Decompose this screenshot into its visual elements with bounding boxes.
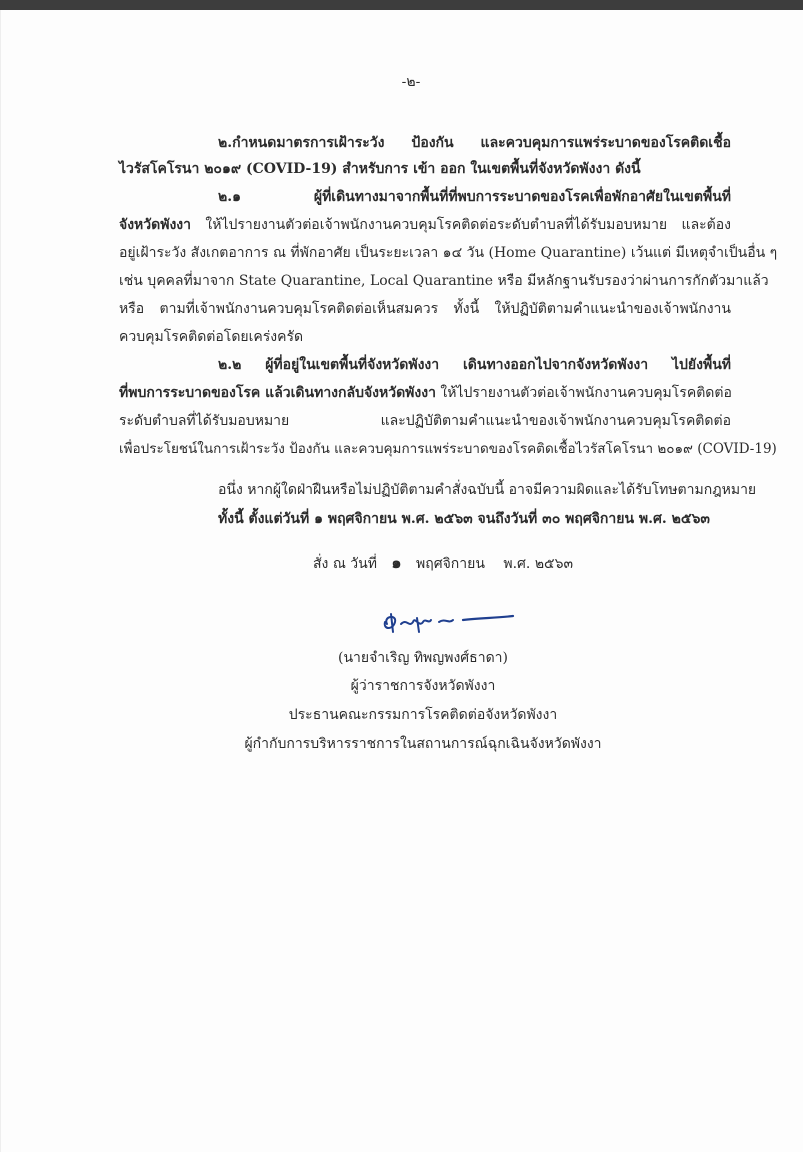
signatory-title-governor: ผู้ว่าราชการจังหวัดพังงา bbox=[350, 678, 496, 694]
document-page bbox=[0, 10, 803, 1152]
item22-line2-bold: ที่พบการระบาดของโรค แล้วเดินทางกลับจังหวัดพังงา bbox=[119, 385, 436, 401]
signature-mark bbox=[379, 606, 519, 640]
item22-line4: เพื่อประโยชน์ในการเฝ้าระวัง ป้องกัน และควบคุมการแพร่ระบาดของโรคติดเชื้อไวรัสโคโรนา ๒๐๑๙ (COVID-19) bbox=[119, 441, 777, 457]
item21-line2-bold: จังหวัดพังงา bbox=[119, 217, 191, 233]
penalty-clause: อนึ่ง หากผู้ใดฝ่าฝืนหรือไม่ปฏิบัติตามคำสั่งฉบับนี้ อาจมีความผิดและได้รับโทษตามกฎหมาย bbox=[218, 482, 757, 498]
signatory-title-emergency: ผู้กำกับการบริหารราชการในสถานการณ์ฉุกเฉินจังหวัดพังงา bbox=[244, 736, 602, 752]
item21-line5: หรือ ตามที่เจ้าพนักงานควบคุมโรคติดต่อเห็นสมควร ทั้งนี้ ให้ปฏิบัติตามคำแนะนำของเจ้าพนักงาน bbox=[119, 301, 731, 317]
item21-line2-rest: ให้ไปรายงานตัวต่อเจ้าพนักงานควบคุมโรคติดต่อระดับตำบลที่ได้รับมอบหมาย และต้อง bbox=[190, 217, 731, 233]
signatory-name: (นายจำเริญ ทิพญพงศ์ธาดา) bbox=[337, 650, 508, 666]
item22-line2 bbox=[119, 383, 731, 403]
item22-line3: ระดับตำบลที่ได้รับมอบหมาย และปฏิบัติตามคำแนะนำของเจ้าพนักงานควบคุมโรคติดต่อ bbox=[119, 413, 731, 429]
section2-heading-line1: ๒.กำหนดมาตรการเฝ้าระวัง ป้องกัน และควบคุมการแพร่ระบาดของโรคติดเชื้อ bbox=[218, 135, 731, 151]
ordered-year: พ.ศ. ๒๕๖๓ bbox=[503, 556, 574, 572]
item21-line4: เช่น บุคคลที่มาจาก State Quarantine, Local Quarantine หรือ มีหลักฐานรับรองว่าผ่านการกักตัวมาแล้ว bbox=[119, 273, 769, 289]
item21-line6: ควบคุมโรคติดต่อโดยเคร่งครัด bbox=[119, 329, 304, 345]
item21-line1: ๒.๑ ผู้ที่เดินทางมาจากพื้นที่ที่พบการระบาดของโรคเพื่อพักอาศัยในเขตพื้นที่ bbox=[218, 189, 731, 205]
ordered-date bbox=[313, 553, 573, 574]
item22-line2-rest: ให้ไปรายงานตัวต่อเจ้าพนักงานควบคุมโรคติดต่อ bbox=[435, 385, 732, 401]
ordered-month: พฤศจิกายน bbox=[416, 556, 485, 572]
ordered-day: ๑ bbox=[391, 553, 402, 572]
window-top-bar bbox=[0, 0, 803, 10]
signatory-title-committee: ประธานคณะกรรมการโรคติดต่อจังหวัดพังงา bbox=[288, 707, 558, 723]
item21-line3: อยู่เฝ้าระวัง สังเกตอาการ ณ ที่พักอาศัย เป็นระยะเวลา ๑๔ วัน (Home Quarantine) เว้นแต่ มีเหตุจำเป็นอื่น ๆ bbox=[119, 245, 778, 261]
section2-heading-line2: ไวรัสโคโรนา ๒๐๑๙ (COVID-19) สำหรับการ เข้า ออก ในเขตพื้นที่จังหวัดพังงา ดังนี้ bbox=[119, 161, 641, 177]
ordered-prefix: สั่ง ณ วันที่ bbox=[313, 556, 377, 572]
item22-line1: ๒.๒ ผู้ที่อยู่ในเขตพื้นที่จังหวัดพังงา เดินทางออกไปจากจังหวัดพังงา ไปยังพื้นที่ bbox=[218, 357, 731, 373]
effective-period: ทั้งนี้ ตั้งแต่วันที่ ๑ พฤศจิกายน พ.ศ. ๒๕๖๓ จนถึงวันที่ ๓๐ พฤศจิกายน พ.ศ. ๒๕๖๓ bbox=[218, 511, 710, 527]
page-number: -๒- bbox=[401, 74, 421, 90]
item21-line2 bbox=[119, 215, 731, 235]
